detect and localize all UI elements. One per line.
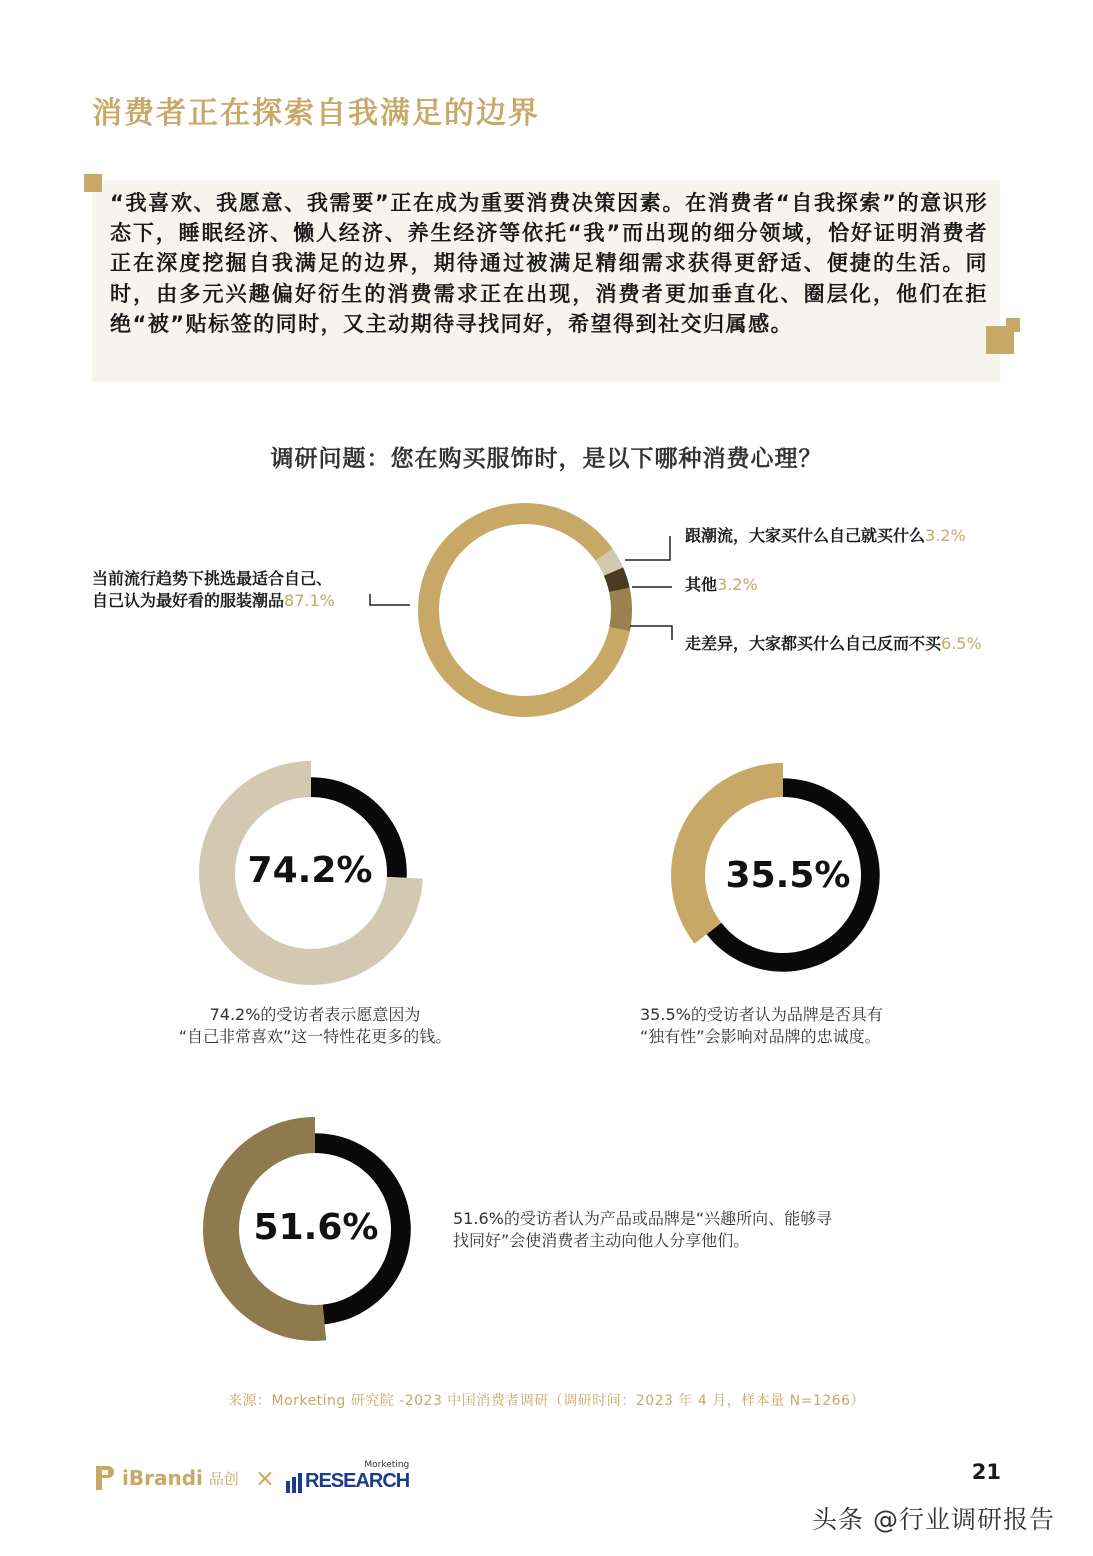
watermark: 头条 @行业调研报告 <box>812 1505 1055 1534</box>
ring-51-caption-line2: 找同好”会使消费者主动向他人分享他们。 <box>453 1231 750 1250</box>
page-number: 21 <box>971 1460 1001 1484</box>
bar-logo-icon <box>286 1473 302 1493</box>
slice-label-diff-text: 走差异，大家都买什么自己反而不买 <box>685 634 942 653</box>
slice-label-diff <box>685 633 982 655</box>
ibrandi-logo-text: iBrandi <box>122 1466 203 1490</box>
morketing-logo-small: Morketing <box>364 1460 410 1470</box>
leader-line-87 <box>370 594 410 605</box>
slice-pct-trend: 3.2% <box>925 526 966 545</box>
ring-35-caption-line1: 35.5%的受访者认为品牌是否具有 <box>640 1005 883 1024</box>
intro-paragraph: “我喜欢、我愿意、我需要”正在成为重要消费决策因素。在消费者“自我探索”的意识形态下，睡眠经济、懒人经济、养生经济等依托“我”而出现的细分领域，恰好证明消费者正在深度挖掘自我满足的边界，期待通过被满足精细需求获得更舒适、便捷的生活。同时，由多元兴趣偏好衍生的消费需求正在出现，消费者更加垂直化、圈层化，他们在拒绝“被”贴标签的同时，又主动期待寻找同好，希望得到社交归属感。 <box>110 191 988 336</box>
ring-35-value: 35.5% <box>725 855 851 896</box>
ring-74-caption-line2: “自己非常喜欢”这一特性花更多的钱。 <box>178 1027 452 1046</box>
ring-74-caption <box>140 1004 490 1048</box>
ibrandi-logo <box>92 1462 275 1494</box>
cross-icon: × <box>254 1464 275 1492</box>
slice-label-trend-text: 跟潮流，大家买什么自己就买什么 <box>685 526 926 545</box>
ring-35-caption-line2: “独有性”会影响对品牌的忠诚度。 <box>640 1027 881 1046</box>
slice-label-87-line1: 当前流行趋势下挑选最适合自己、 <box>92 569 333 588</box>
ring-35-fill <box>671 763 783 944</box>
ibrandi-logo-cn: 品创 <box>208 1469 239 1488</box>
slice-pct-other: 3.2% <box>717 575 758 594</box>
slice-label-87 <box>92 568 335 612</box>
ring-35-caption <box>640 1004 883 1048</box>
source-note: 来源：Morketing 研究院 -2023 中国消费者调研（调研时间：2023 年 4 月，样本量 N=1266） <box>228 1393 865 1409</box>
survey-question: 调研问题：您在购买服饰时，是以下哪种消费心理？ <box>270 446 823 472</box>
ring-51-caption-line1: 51.6%的受访者认为产品或品牌是“兴趣所向、能够寻 <box>453 1209 833 1228</box>
ring-51-value: 51.6% <box>253 1207 379 1248</box>
page-title: 消费者正在探索自我满足的边界 <box>92 96 540 131</box>
slice-pct-87: 87.1% <box>284 591 335 610</box>
leader-line-diff <box>630 626 672 640</box>
ibrandi-logo-icon <box>92 1464 116 1492</box>
leader-line-trend <box>625 536 670 560</box>
ring-51-caption <box>453 1208 832 1252</box>
ring-74-value: 74.2% <box>247 850 373 891</box>
slice-label-other-text: 其他 <box>685 575 718 594</box>
slice-label-trend <box>685 525 966 547</box>
slice-label-87-line2: 自己认为最好看的服装潮品 <box>92 591 285 610</box>
research-logo-text: RESEARCH <box>305 1470 410 1492</box>
slice-label-other <box>685 574 758 596</box>
ring-74-caption-line1: 74.2%的受访者表示愿意因为 <box>209 1005 421 1024</box>
slice-pct-diff: 6.5% <box>941 634 982 653</box>
morketing-research-logo <box>286 1460 409 1493</box>
